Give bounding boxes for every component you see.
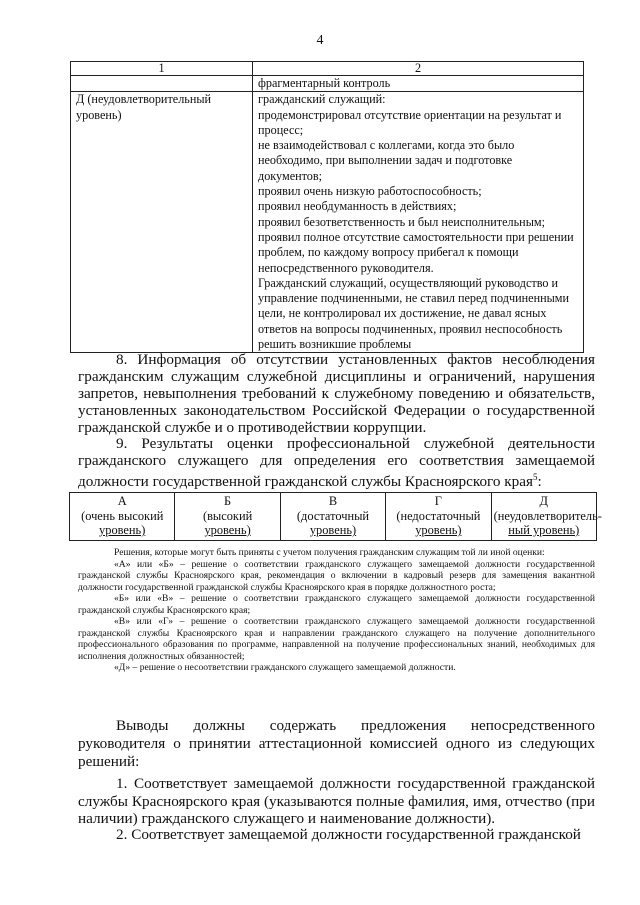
level-desc: уровень)	[309, 523, 357, 537]
level-letter: Б	[224, 494, 232, 508]
note-intro: Решения, которые могут быть приняты с учетом получения гражданским служащим той ли иной оценки:	[114, 547, 545, 558]
decision-item-2: 2. Соответствует замещаемой должности государственной гражданской	[116, 826, 581, 843]
decision-notes	[78, 547, 595, 674]
paragraph-9-text: 9. Результаты оценки профессиональной служебной деятельности гражданского служащего для определения его соответствия замещаемой должности государственной гражданской службы Красноярского края	[78, 435, 595, 491]
level-desc: ный уровень)	[508, 523, 580, 537]
level-cell	[71, 92, 253, 353]
note-v-g: «В» или «Г» – решение о соответствии гражданского служащего замещаемой должности государственной гражданской службы Красноярского края и направлении гражданского служащего на получение дополнительного профессионального образования по программе, направленной на получение профессиональных знаний, необходимых для исполнения должностных обязанностей;	[78, 616, 595, 662]
level-b-cell	[175, 493, 280, 541]
criteria-cell	[253, 76, 584, 92]
table-header-row	[71, 62, 584, 76]
level-desc: (недостаточный	[396, 508, 481, 523]
paragraph-9	[78, 435, 595, 490]
level-letter: Д	[539, 494, 548, 508]
level-desc: (очень высокий	[81, 508, 164, 523]
level-d-cell	[491, 493, 602, 541]
note-b-v: «Б» или «В» – решение о соответствии гражданского служащего замещаемой должности государственной гражданской службы Красноярского края;	[78, 593, 595, 616]
note-d: «Д» – решение о несоответствии гражданского служащего замещаемой должности.	[114, 662, 456, 673]
level-cell	[71, 76, 253, 92]
footnote-mark: 5	[532, 472, 538, 482]
page-number: 4	[316, 33, 324, 48]
level-g-cell	[386, 493, 491, 541]
level-text: Д (неудовлетворительный уровень)	[76, 92, 212, 122]
criteria-table	[70, 61, 584, 353]
level-letter: Г	[434, 494, 442, 508]
levels-row	[70, 493, 597, 541]
criteria-cell	[253, 92, 584, 353]
levels-table	[69, 492, 602, 541]
level-v-cell	[280, 493, 385, 541]
note-a-b: «А» или «Б» – решение о соответствии гражданского служащего замещаемой должности государственной гражданской службы Красноярского края, рекомендация о включении в кадровый резерв для замещения вакантной должности государственной гражданской службы Красноярского края в порядке должностного роста;	[78, 558, 595, 593]
criteria-text: фрагментарный контроль	[258, 76, 391, 90]
level-desc: (достаточный	[296, 508, 370, 523]
level-letter: В	[328, 494, 338, 508]
paragraph-9-tail: :	[537, 473, 542, 491]
criteria-text: гражданский служащий: продемонстрировал отсутствие ориентации на результат и процесс; не взаимодействовал с коллегами, когда это было необходимо, при выполнении задач и подготовке документов; проявил очень низкую работоспособность; проявил необдуманность в действиях; проявил безответственность и был неисполнительным; проявил полное отсутствие самостоятельности при решении проблем, по каждому вопросу прибегал к помощи непосредственного руководителя. Гражданский служащий, осуществляющий руководство и управление подчиненными, не ставил перед подчиненными цели, не контролировал их достижение, не давал ясных ответов на вопросы подчиненных, проявил неспособность решить возникшие проблемы	[258, 92, 574, 352]
level-a-cell	[70, 493, 175, 541]
level-desc: уровень)	[415, 523, 462, 537]
level-letter: А	[117, 494, 127, 508]
header-cell-2: 2	[253, 62, 584, 76]
table-row	[71, 76, 584, 92]
table-row	[71, 92, 584, 353]
decision-item-1: 1. Соответствует замещаемой должности государственной гражданской службы Красноярского края (указываются полные фамилия, имя, отчество (при наличии) гражданского служащего и наименование должности).	[78, 775, 595, 828]
level-desc: (неудовлетворитель-	[493, 508, 602, 523]
conclusions-paragraph: Выводы должны содержать предложения непосредственного руководителя о принятии аттестационной комиссией одного из следующих решений:	[78, 717, 595, 770]
header-cell-1: 1	[71, 62, 253, 76]
level-desc: (высокий	[202, 508, 253, 523]
level-desc: уровень)	[99, 523, 146, 537]
paragraph-8: 8. Информация об отсутствии установленных фактов несоблюдения гражданским служащим служебной дисциплины и ограничений, нарушения запретов, невыполнения требований к служебному поведению и обязательств, установленных законодательством Российской Федерации о государственной гражданской службе и о противодействии коррупции.	[78, 351, 595, 436]
level-desc: уровень)	[204, 523, 251, 537]
